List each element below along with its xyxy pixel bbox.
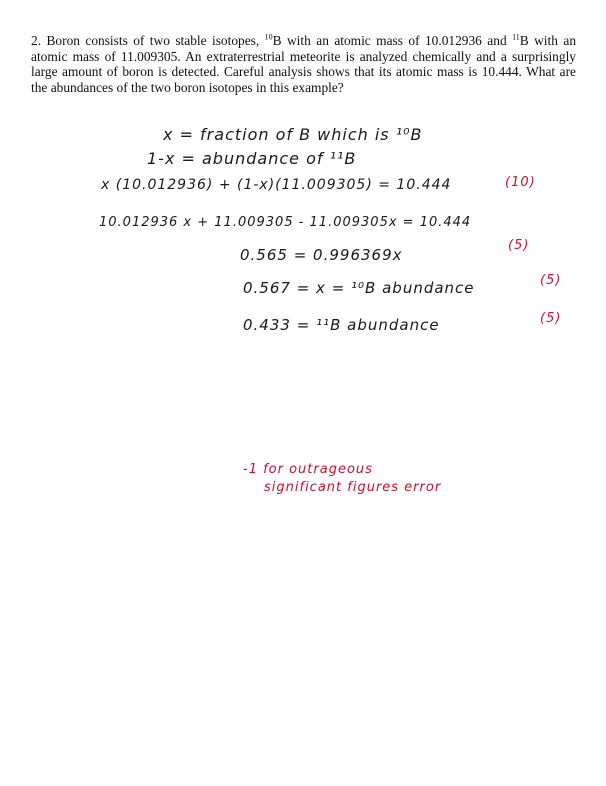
grader-note-line-2: significant figures error	[264, 480, 442, 495]
work-line-definition-x: x = fraction of B which is ¹⁰B	[163, 125, 423, 144]
question-text	[31, 33, 576, 95]
question-part-1: Boron consists of two stable isotopes,	[46, 33, 265, 48]
grader-note-line-1: -1 for outrageous	[243, 462, 373, 477]
score-mark-10: (10)	[505, 175, 536, 190]
work-line-equation: x (10.012936) + (1-x)(11.009305) = 10.444	[101, 177, 452, 193]
work-line-b10-abundance: 0.567 = x = ¹⁰B abundance	[243, 279, 475, 297]
work-line-b11-abundance: 0.433 = ¹¹B abundance	[243, 316, 440, 334]
question-number: 2.	[31, 33, 42, 48]
score-mark-5-c: (5)	[540, 311, 562, 326]
work-line-expanded: 10.012936 x + 11.009305 - 11.009305x = 10.444	[99, 215, 472, 230]
score-mark-5-b: (5)	[540, 273, 562, 288]
score-mark-5-a: (5)	[508, 238, 530, 253]
work-line-definition-1-x: 1-x = abundance of ¹¹B	[147, 149, 357, 168]
work-line-solve: 0.565 = 0.996369x	[240, 246, 403, 264]
question-part-2: B with an atomic mass of 10.012936 and	[272, 33, 513, 48]
isotope-11-superscript: 11	[512, 32, 520, 42]
question-part-3: B with an atomic mass of 11.009305. An extraterrestrial meteorite is analyzed chemically and a surprisingly large amount of boron is detected. Careful analysis shows that its atomic mass is 10.444. What are the abundances of the two boron isotopes in this example?	[31, 33, 577, 95]
isotope-10-superscript: 10	[264, 32, 273, 42]
